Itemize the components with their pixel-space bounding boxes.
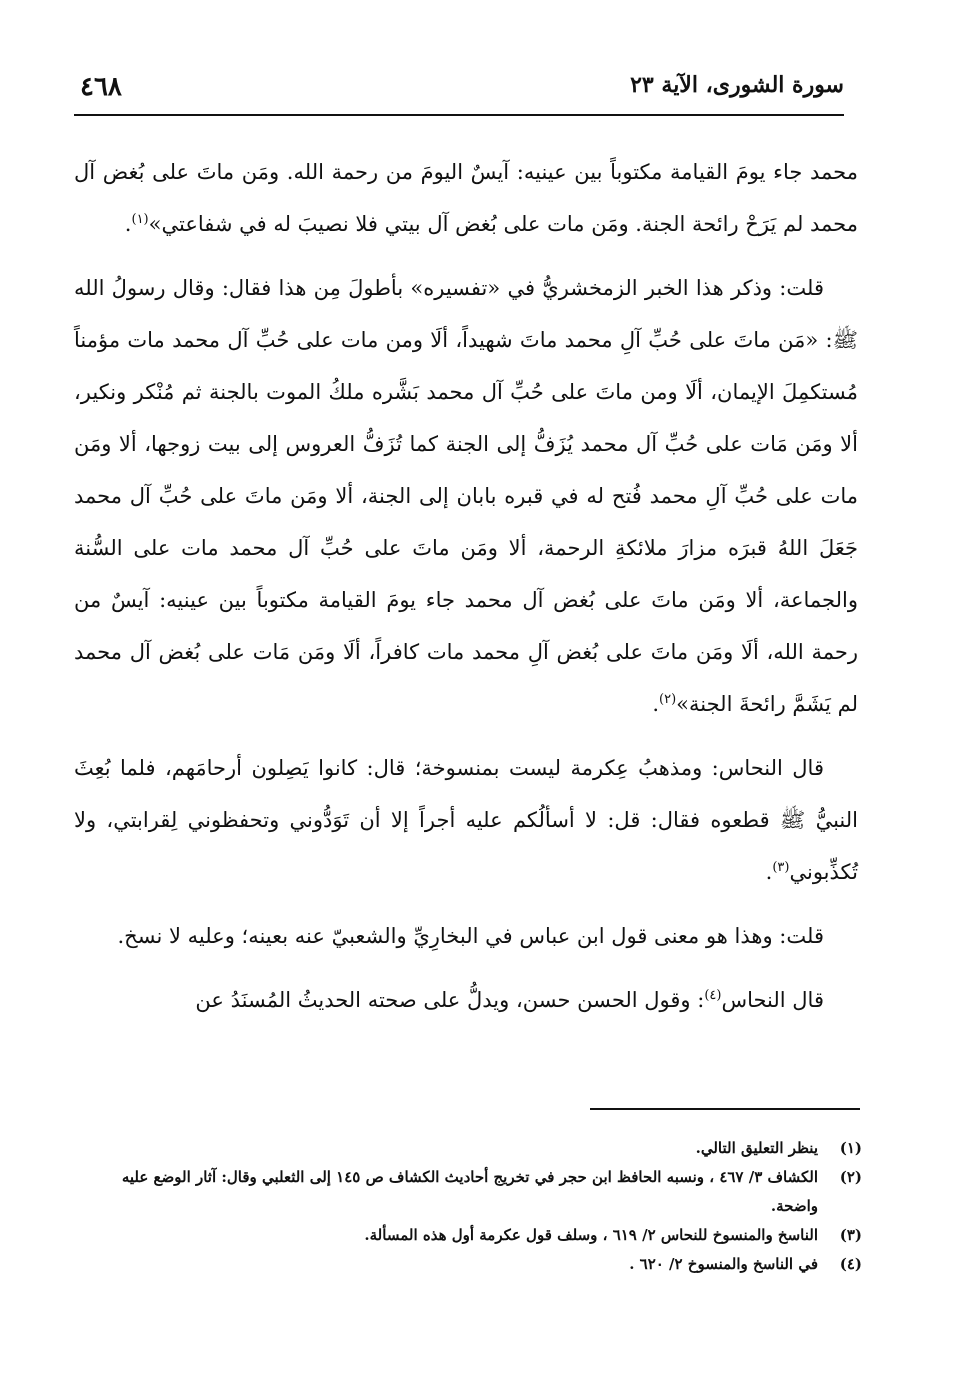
paragraph-4: قلت: وهذا هو معنى قول ابن عباس في البخارِيِّ والشعبيّ عنه بعينه؛ وعليه لا نسخ.: [117, 924, 824, 948]
footnote-ref: (٢): [659, 692, 677, 707]
footnote-1: [74, 1134, 862, 1163]
paragraph-end: .: [124, 212, 132, 236]
paragraph-text: محمد جاء يومَ القيامة مكتوباً بين عينيه: آيسٌ اليومَ من رحمة الله. ومَن ماتَ على بُغض آل محمد لم يَرَحْ رائحة الجنة. ومَن مات على بُغض آل بيتي فلا نصيبَ له في شفاعتي»: [74, 160, 858, 236]
footnote-2: [74, 1163, 862, 1221]
footnote-number: (٤): [839, 1255, 862, 1273]
paragraph-3: [74, 742, 858, 898]
footnote-number: (٣): [839, 1226, 862, 1244]
footnote-separator: [590, 1108, 860, 1110]
paragraph-text: قال النحاس: [721, 988, 824, 1012]
paragraph-5: [74, 974, 858, 1026]
page-header: [74, 62, 844, 116]
paragraph-text: قلت: وذكر هذا الخبر الزمخشريُّ في «تفسيره» بأطولَ مِن هذا فقال: وقال رسولُ الله ﷺ: «مَن ماتَ على حُبِّ آلِ محمد ماتَ شهيداً، ألَا ومن مات على حُبِّ آل محمد مات مؤمناً مُستكمِلَ الإيمان، ألَا ومن ماتَ على حُبِّ آل محمد بَشَّره ملكُ الموت بالجنة ثم مُنْكر ونكير، ألا ومَن مَات على حُبِّ آل محمد يُزَفُّ إلى الجنة كما تُزَفُّ العروس إلى بيت زوجها، ألا ومَن مات على حُبِّ آلِ محمد فُتح له في قبره بابان إلى الجنة، ألا ومَن ماتَ على حُبِّ آل محمد جَعَلَ اللهُ قبرَه مزارَ ملائكةِ الرحمة، ألا ومَن ماتَ على حُبِّ آل محمد مات على السُّنة والجماعة، ألا ومَن ماتَ على بُغض آل محمد جاء يومَ القيامة مكتوباً بين عينيه: آيسٌ من رحمة الله، ألَا ومَن ماتَ على بُغض آلِ محمد مات كافراً، ألَا ومَن مَات على بُغض آل محمد لم يَشَمَّ رائحةَ الجنة»: [74, 276, 858, 716]
footnote-text: الكشاف ٣/ ٤٦٧ ، ونسبه الحافظ ابن حجر في تخريج أحاديث الكشاف ص ١٤٥ إلى الثعلبي وقال: آثار الوضع عليه واضحة.: [121, 1168, 818, 1215]
paragraph-text: : وقول الحسن حسن، ويدلُّ على صحته الحديثُ المُسنَدُ عن: [195, 988, 705, 1012]
main-text: [74, 146, 858, 1038]
footnotes: [74, 1134, 862, 1279]
footnote-3: [74, 1221, 862, 1250]
footnote-number: (١): [839, 1139, 862, 1157]
page-number: ٤٦٨: [80, 72, 122, 102]
paragraph-2: [74, 262, 858, 730]
footnote-ref: (٤): [704, 988, 722, 1003]
footnote-text: الناسخ والمنسوخ للنحاس ٢/ ٦١٩ ، وسلف قول عكرمة أول هذه المسألة.: [364, 1226, 818, 1244]
paragraph-end: .: [652, 692, 660, 716]
footnote-4: [74, 1250, 862, 1279]
paragraph-1: [74, 146, 858, 250]
paragraph-text: قال النحاس: ومذهبُ عِكرمة ليست بمنسوخة؛ قال: كانوا يَصِلون أرحامَهم، فلما بُعِثَ النبيُّ ﷺ قطعوه فقال: قل: لا أسألُكم عليه أجراً إلا أن تَوَدُّوني وتحفظوني لِقرابتي، ولا تُكذِّبوني: [74, 756, 858, 884]
footnote-ref: (١): [131, 212, 149, 227]
paragraph-end: .: [765, 860, 773, 884]
footnote-text: في الناسخ والمنسوخ ٢/ ٦٢٠ .: [629, 1255, 818, 1273]
footnote-number: (٢): [839, 1168, 862, 1186]
footnote-ref: (٣): [772, 860, 790, 875]
footnote-text: ينظر التعليق التالي.: [695, 1139, 818, 1157]
running-title: سورة الشورى، الآية ٢٣: [630, 72, 844, 98]
